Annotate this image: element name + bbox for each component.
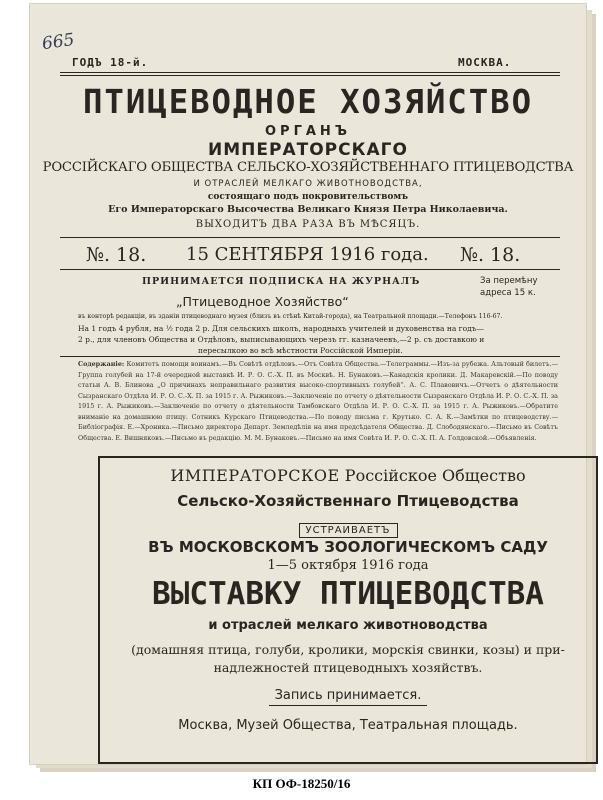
issue-rule-bottom: [60, 269, 560, 270]
city-label: МОСКВА.: [458, 56, 512, 69]
frequency-label: ВЫХОДИТЪ ДВА РАЗА ВЪ МѢСЯЦЪ.: [195, 219, 421, 230]
year-label: ГОДЪ 18-й.: [72, 56, 149, 69]
contents-block: [78, 359, 558, 443]
imperial-label: ИМПЕРАТОРСКАГО: [208, 140, 408, 160]
branches-label: И ОТРАСЛЕЙ МЕЛКАГО ЖИВОТНОВОДСТВА,: [193, 179, 423, 189]
ad-zoo: ВЪ МОСКОВСКОМЪ ЗООЛОГИЧЕСКОМЪ САДУ: [148, 538, 548, 556]
masthead-title: ПТИЦЕВОДНОЕ ХОЗЯЙСТВО: [82, 82, 534, 121]
patron-name: Его Императорскаго Высочества Великаго Князя Петра Николаевича.: [108, 204, 508, 215]
ad-exhibition-title: ВЫСТАВКУ ПТИЦЕВОДСТВА: [152, 576, 544, 612]
ad-registration: Запись принимается.: [269, 688, 428, 706]
ad-registration-wrap: [100, 684, 596, 703]
ad-address: Москва, Музей Общества, Театральная площадь.: [178, 718, 518, 733]
subscription-prices: На 1 годъ 4 рубля, на ½ года 2 р. Для сельскихъ школъ, народныхъ учителей и духовенства на годъ—: [78, 324, 485, 333]
subscription-prices-2: 2 р., для членовъ Общества и Отдѣловъ, выписывающихъ черезъ гг. казначеевъ,—2 р. съ доставкою и: [78, 335, 485, 344]
organ-label: ОРГАНЪ: [264, 124, 352, 139]
ad-society: Россійское Общество: [339, 466, 526, 485]
contents-label: Содержаніе:: [78, 360, 125, 368]
newspaper-page: [30, 4, 586, 764]
subscription-office: въ конторѣ редакціи, въ зданіи птицеводнаго музея (близъ въ стѣнѣ Китай-города), на Театральной площади.—Телефонъ 116-67.: [78, 313, 503, 320]
journal-name: „Птицеводное Хозяйство“: [176, 294, 349, 309]
issue-rule-top: [60, 237, 560, 238]
issue-number-right: №. 18.: [460, 244, 521, 266]
ad-dates: 1—5 октября 1916 года: [267, 558, 429, 573]
subscription-heading: ПРИНИМАЕТСЯ ПОДПИСКА НА ЖУРНАЛЪ: [142, 276, 421, 287]
address-note-2: адреса 15 к.: [480, 288, 536, 298]
ad-society-name: Сельско-Хозяйственнаго Птицеводства: [177, 492, 519, 510]
ad-society-line: [100, 466, 596, 485]
exhibition-advertisement: [98, 456, 598, 764]
issue-date: 15 СЕНТЯБРЯ 1916 года.: [186, 244, 429, 265]
patronage-label: состоящаго подъ покровительствомъ: [207, 192, 409, 202]
ad-items-2: надлежностей птицеводныхъ хозяйствъ.: [213, 660, 483, 675]
ad-imperial: ИМПЕРАТОРСКОЕ: [170, 466, 340, 485]
ad-branches: и отраслей мелкаго животноводства: [208, 618, 488, 633]
ad-items-1: (домашняя птица, голуби, кролики, морскія свинки, козы) и при-: [131, 642, 565, 657]
ad-arranges: УСТРАИВАЕТЪ: [299, 523, 398, 538]
issue-number-left: №. 18.: [86, 244, 147, 266]
address-note-1: За перемѣну: [480, 276, 538, 286]
contents-rule: [60, 356, 560, 357]
ad-arranges-wrap: [100, 518, 596, 538]
catalog-number: КП ОФ-18250/16: [252, 776, 351, 791]
header-rule: [60, 75, 560, 76]
handwritten-number: 665: [40, 29, 76, 55]
society-name: РОССІЙСКАГО ОБЩЕСТВА СЕЛЬСКО-ХОЗЯЙСТВЕННАГО ПТИЦЕВОДСТВА: [42, 160, 574, 175]
contents-text: Комитетъ помощи воинамъ.—Въ Совѣтѣ отдѣловъ.—Отъ Совѣта Общества.—Телеграммы.—Изъ-за рубежа. Альтовый билетъ.—Группа голубей на 17-й очередной выставкѣ И. Р. О. С.-Х. П. въ Москвѣ. Н. Бунаковъ.—Канадскія кролики. Д. Макаревскій.—По поводу статьи А. В. Блинова „О причинахъ неправильнаго развития высоко-спортивныхъ голубей“. А. С. Плавовичъ.—Отчетъ о дѣятельности Сызранскаго Отдѣла И. Р. О. С.-Х. П. за 1915 г. А. Рыжиковъ.—Заключеніе по отчету о дѣятельности Сызранскаго Отдѣла И. Р. О. С.-Х. П. за 1915 г. А. Рыжиковъ.—Заключеніе по отчету о дѣятельности Тамбовскаго Отдѣла И. Р. О. С.-Х. П. за 1915 г. А. Рыжиковъ.—Обратите вниманіе на домашнюю птицу. Сотникъ Курскаго Птицеводства.—По поводу письма г. Крутько. С. А. К.—Замѣтки по птицеводству.—Библіографія. Е.—Хроника.—Письмо директора Департ. Земледѣлія на имя предсѣдателя Общества. Д. Слободянскаго.—Письмо въ Совѣтъ Общества. Е. Вишняковъ.—Письмо въ редакцію. М. М. Бунаковъ.—Письмо на имя Совѣта И. Р. О. С.-Х. П. А. Голдовской.—Объявленія.: [78, 360, 558, 442]
subscription-prices-3: пересылкою во всѣ мѣстности Россійской Имперіи.: [198, 346, 403, 355]
header-rule: [60, 72, 560, 73]
